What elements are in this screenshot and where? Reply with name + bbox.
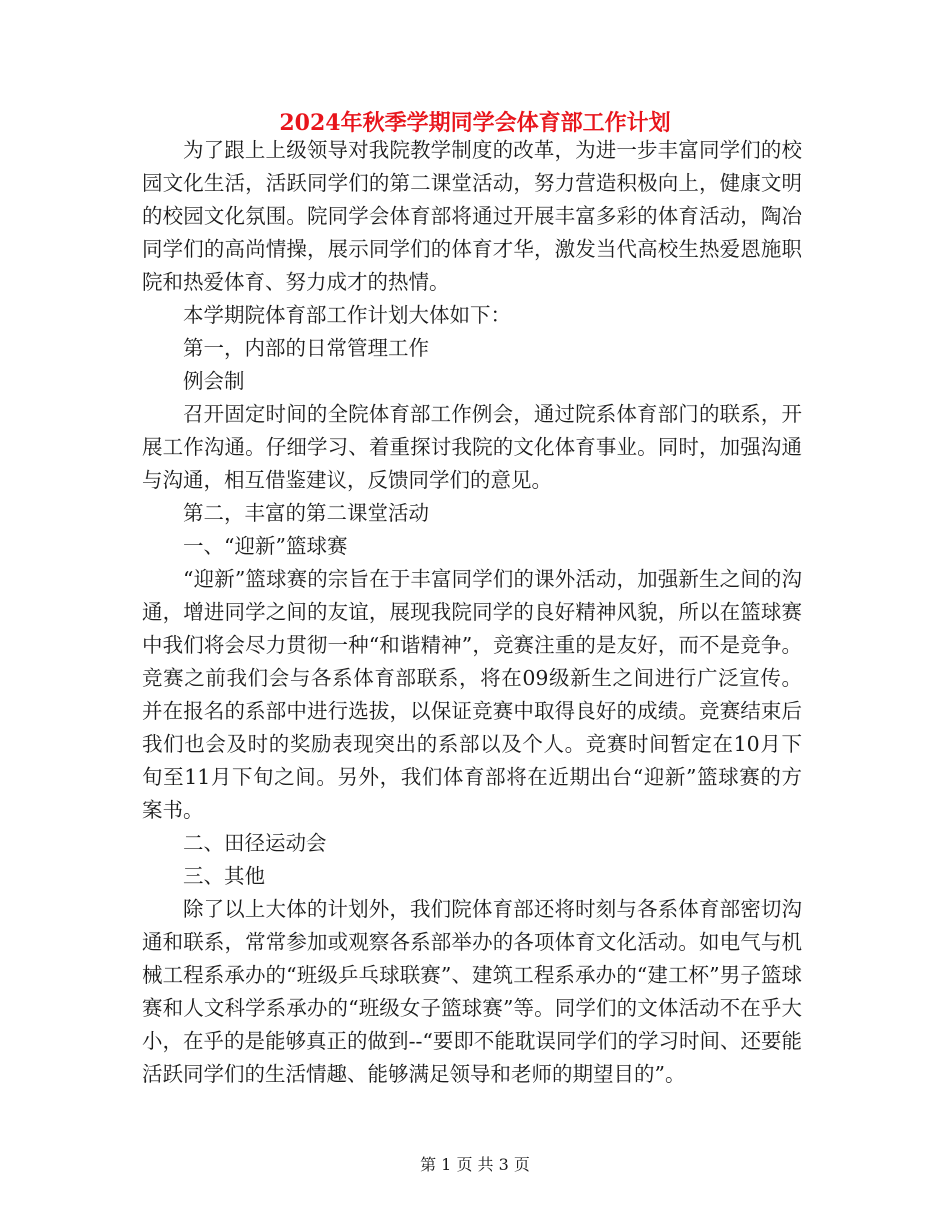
- document-body: [142, 134, 802, 1091]
- section-heading-internal-management: 第一，内部的日常管理工作: [183, 336, 429, 360]
- paragraph-other: 除了以上大体的计划外，我们院体育部还将时刻与各系体育部密切沟通和联系，常常参加或观察各系部举办的各项体育文化活动。如电气与机械工程系承办的“班级乒乓球联赛”、建筑工程系承办的“建工杯”男子篮球赛和人文科学系承办的“班级女子篮球赛”等。同学们的文体活动不在乎大小，在乎的是能够真正的做到--“要即不能耽误同学们的学习时间、还要能活跃同学们的生活情趣、能够满足领导和老师的期望目的”。: [142, 897, 802, 1086]
- paragraph-plan-overview: 本学期院体育部工作计划大体如下：: [183, 303, 511, 327]
- section-heading-second-classroom: 第二，丰富的第二课堂活动: [183, 501, 429, 525]
- subheading-regular-meeting: 例会制: [183, 369, 245, 393]
- subheading-track-and-field: 二、田径运动会: [183, 831, 327, 855]
- document-title: 2024年秋季学期同学会体育部工作计划: [279, 110, 671, 136]
- page-number-footer: 第 1 页 共 3 页: [420, 1155, 530, 1174]
- paragraph-basketball: “迎新”篮球赛的宗旨在于丰富同学们的课外活动，加强新生之间的沟通，增进同学之间的友谊，展现我院同学的良好精神风貌，所以在篮球赛中我们将会尽力贯彻一种“和谐精神”，竞赛注重的是友好，而不是竞争。竞赛之前我们会与各系体育部联系，将在09级新生之间进行广泛宣传。并在报名的系部中进行选拔，以保证竞赛中取得良好的成绩。竞赛结束后我们也会及时的奖励表现突出的系部以及个人。竞赛时间暂定在10月下旬至11月下旬之间。另外，我们体育部将在近期出台“迎新”篮球赛的方案书。: [142, 567, 802, 822]
- paragraph-intro: 为了跟上上级领导对我院教学制度的改革，为进一步丰富同学们的校园文化生活，活跃同学们的第二课堂活动，努力营造积极向上，健康文明的校园文化氛围。院同学会体育部将通过开展丰富多彩的体育活动，陶冶同学们的高尚情操，展示同学们的体育才华，激发当代高校生热爱恩施职院和热爱体育、努力成才的热情。: [142, 138, 802, 294]
- paragraph-regular-meeting: 召开固定时间的全院体育部工作例会，通过院系体育部门的联系，开展工作沟通。仔细学习、着重探讨我院的文化体育事业。同时，加强沟通与沟通，相互借鉴建议，反馈同学们的意见。: [142, 402, 802, 492]
- subheading-other: 三、其他: [183, 864, 265, 888]
- subheading-basketball: 一、“迎新”篮球赛: [183, 534, 348, 558]
